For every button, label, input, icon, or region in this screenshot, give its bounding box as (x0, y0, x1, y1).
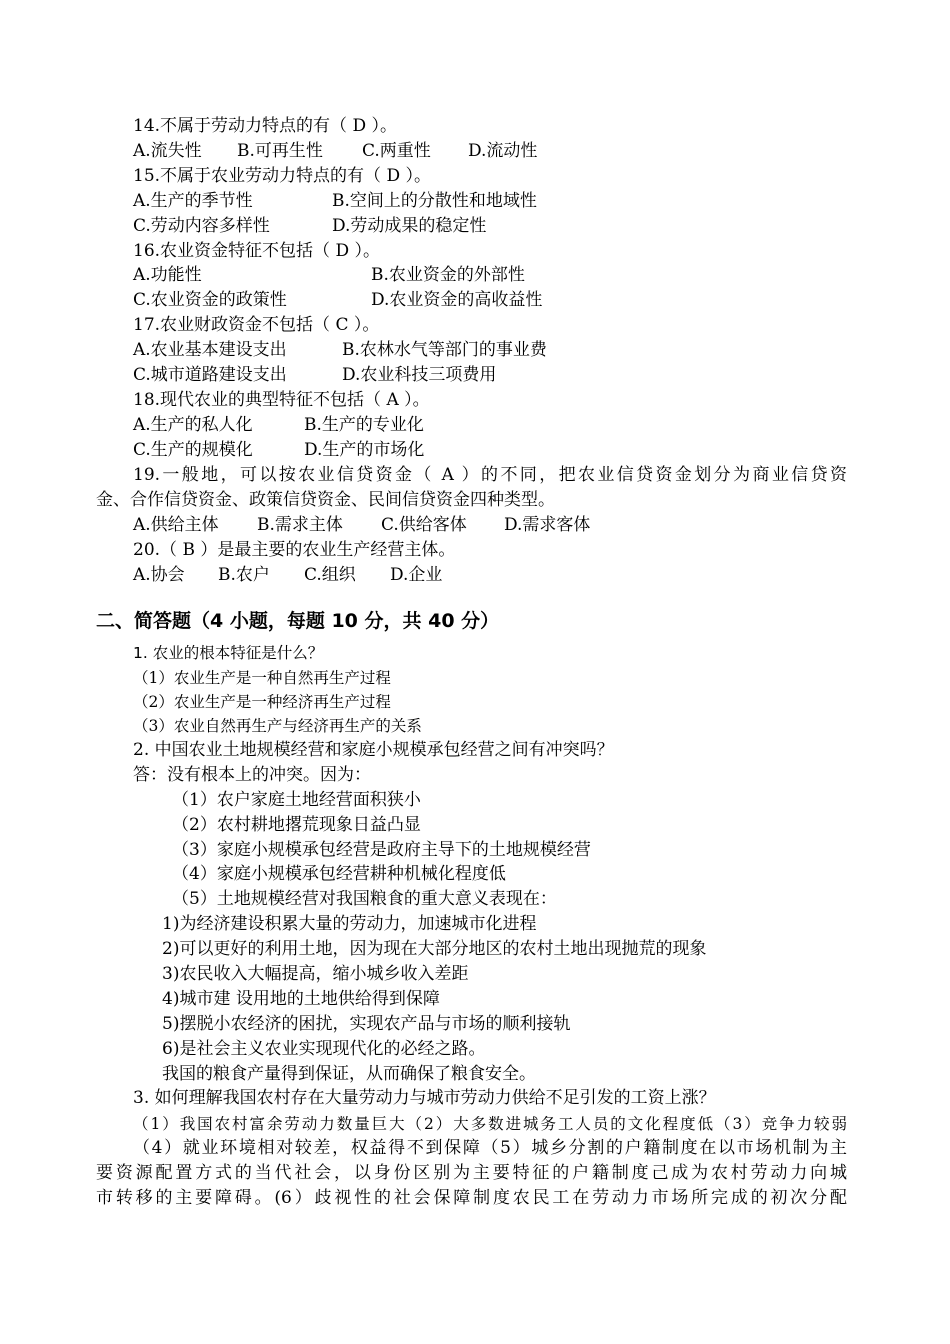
option-c: C.组织 (304, 565, 356, 585)
question-15-stem: 15.不属于农业劳动力特点的有（ D ）。 (133, 166, 431, 186)
option-d: D.农业资金的高收益性 (371, 290, 543, 310)
short-answer-1-point: （1）农业生产是一种自然再生产过程 (133, 669, 391, 687)
question-14-stem: 14.不属于劳动力特点的有（ D ）。 (133, 116, 397, 136)
question-19-stem-line1: 19.一般地，可以按农业信贷资金（ A ）的不同，把农业信贷资金划分为商业信贷资 (133, 465, 847, 485)
question-18-options-row2 (133, 438, 853, 462)
option-a: A.农业基本建设支出 (133, 340, 287, 360)
short-answer-2-point: （3）家庭小规模承包经营是政府主导下的土地规模经营 (172, 840, 591, 860)
option-d: D.需求客体 (504, 515, 591, 535)
short-answer-3-line: （4）就业环境相对较差，权益得不到保障（5）城乡分割的户籍制度在以市场机制为主 (133, 1138, 847, 1158)
option-b: B.可再生性 (237, 141, 323, 161)
question-15-options-row2 (133, 214, 853, 238)
option-b: B.农户 (218, 565, 270, 585)
question-19-stem-line2: 金、合作信贷资金、政策信贷资金、民间信贷资金四种类型。 (96, 490, 555, 510)
option-d: D.企业 (390, 565, 443, 585)
option-c: C.劳动内容多样性 (133, 216, 270, 236)
short-answer-2-point: （5）土地规模经营对我国粮食的重大意义表现在： (172, 889, 557, 909)
option-c: C.两重性 (362, 141, 431, 161)
question-16-options-row2 (133, 288, 853, 312)
option-a: A.功能性 (133, 265, 202, 285)
short-answer-2-subpoint: 6)是社会主义农业实现现代化的必经之路。 (162, 1039, 486, 1059)
question-20-stem: 20.（ B ）是最主要的农业生产经营主体。 (133, 540, 456, 560)
short-answer-2-subpoint: 4)城市建 设用地的土地供给得到保障 (162, 989, 440, 1009)
option-c: C.农业资金的政策性 (133, 290, 287, 310)
question-16-options-row1 (133, 263, 853, 287)
option-a: A.生产的季节性 (133, 191, 253, 211)
option-d: D.农业科技三项费用 (342, 365, 497, 385)
question-16-stem: 16.农业资金特征不包括（ D ）。 (133, 241, 380, 261)
short-answer-2-intro: 答：没有根本上的冲突。因为： (133, 765, 371, 785)
question-14-options (133, 139, 853, 163)
option-d: D.生产的市场化 (304, 440, 425, 460)
question-20-options (133, 563, 853, 587)
option-d: D.劳动成果的稳定性 (332, 216, 487, 236)
question-18-options-row1 (133, 413, 853, 437)
option-a: A.供给主体 (133, 515, 219, 535)
option-b: B.农林水气等部门的事业费 (342, 340, 547, 360)
option-c: C.城市道路建设支出 (133, 365, 287, 385)
option-a: A.生产的私人化 (133, 415, 253, 435)
section-2-heading: 二、简答题（4 小题，每题 10 分，共 40 分） (96, 610, 500, 632)
short-answer-1-question: 1. 农业的根本特征是什么？ (133, 644, 324, 662)
option-c: C.生产的规模化 (133, 440, 253, 460)
short-answer-3-line: 要资源配置方式的当代社会，以身份区别为主要特征的户籍制度己成为农村劳动力向城 (96, 1163, 847, 1183)
short-answer-2-subpoint: 1)为经济建设积累大量的劳动力，加速城市化进程 (162, 914, 537, 934)
short-answer-2-question: 2. 中国农业土地规模经营和家庭小规模承包经营之间有冲突吗？ (133, 740, 614, 760)
option-a: A.流失性 (133, 141, 202, 161)
short-answer-3-line: 市转移的主要障碍。(6）歧视性的社会保障制度农民工在劳动力市场所完成的初次分配 (96, 1188, 847, 1208)
short-answer-1-point: （2）农业生产是一种经济再生产过程 (133, 693, 391, 711)
question-17-options-row1 (133, 338, 853, 362)
short-answer-2-subpoint: 3)农民收入大幅提高，缩小城乡收入差距 (162, 964, 469, 984)
short-answer-2-closing: 我国的粮食产量得到保证，从而确保了粮食安全。 (162, 1064, 536, 1084)
short-answer-2-subpoint: 5)摆脱小农经济的困扰，实现农产品与市场的顺利接轨 (162, 1014, 571, 1034)
short-answer-2-point: （1）农户家庭土地经营面积狭小 (172, 790, 421, 810)
short-answer-2-subpoint: 2)可以更好的利用土地，因为现在大部分地区的农村土地出现抛荒的现象 (162, 939, 707, 959)
short-answer-1-point: （3）农业自然再生产与经济再生产的关系 (133, 717, 422, 735)
option-a: A.协会 (133, 565, 185, 585)
question-18-stem: 18.现代农业的典型特征不包括（ A ）。 (133, 390, 430, 410)
option-b: B.需求主体 (257, 515, 343, 535)
question-17-stem: 17.农业财政资金不包括（ C ）。 (133, 315, 380, 335)
short-answer-2-point: （4）家庭小规模承包经营耕种机械化程度低 (172, 864, 506, 884)
short-answer-2-point: （2）农村耕地撂荒现象日益凸显 (172, 815, 421, 835)
short-answer-3-line: （1）我国农村富余劳动力数量巨大（2）大多数进城务工人员的文化程度低（3）竞争力较弱 (133, 1115, 847, 1133)
question-15-options-row1 (133, 189, 853, 213)
short-answer-3-question: 3. 如何理解我国农村存在大量劳动力与城市劳动力供给不足引发的工资上涨？ (133, 1088, 716, 1108)
question-17-options-row2 (133, 363, 853, 387)
question-19-options (133, 513, 853, 537)
option-c: C.供给客体 (381, 515, 467, 535)
option-b: B.农业资金的外部性 (371, 265, 525, 285)
option-d: D.流动性 (468, 141, 538, 161)
option-b: B.生产的专业化 (304, 415, 424, 435)
option-b: B.空间上的分散性和地域性 (332, 191, 537, 211)
